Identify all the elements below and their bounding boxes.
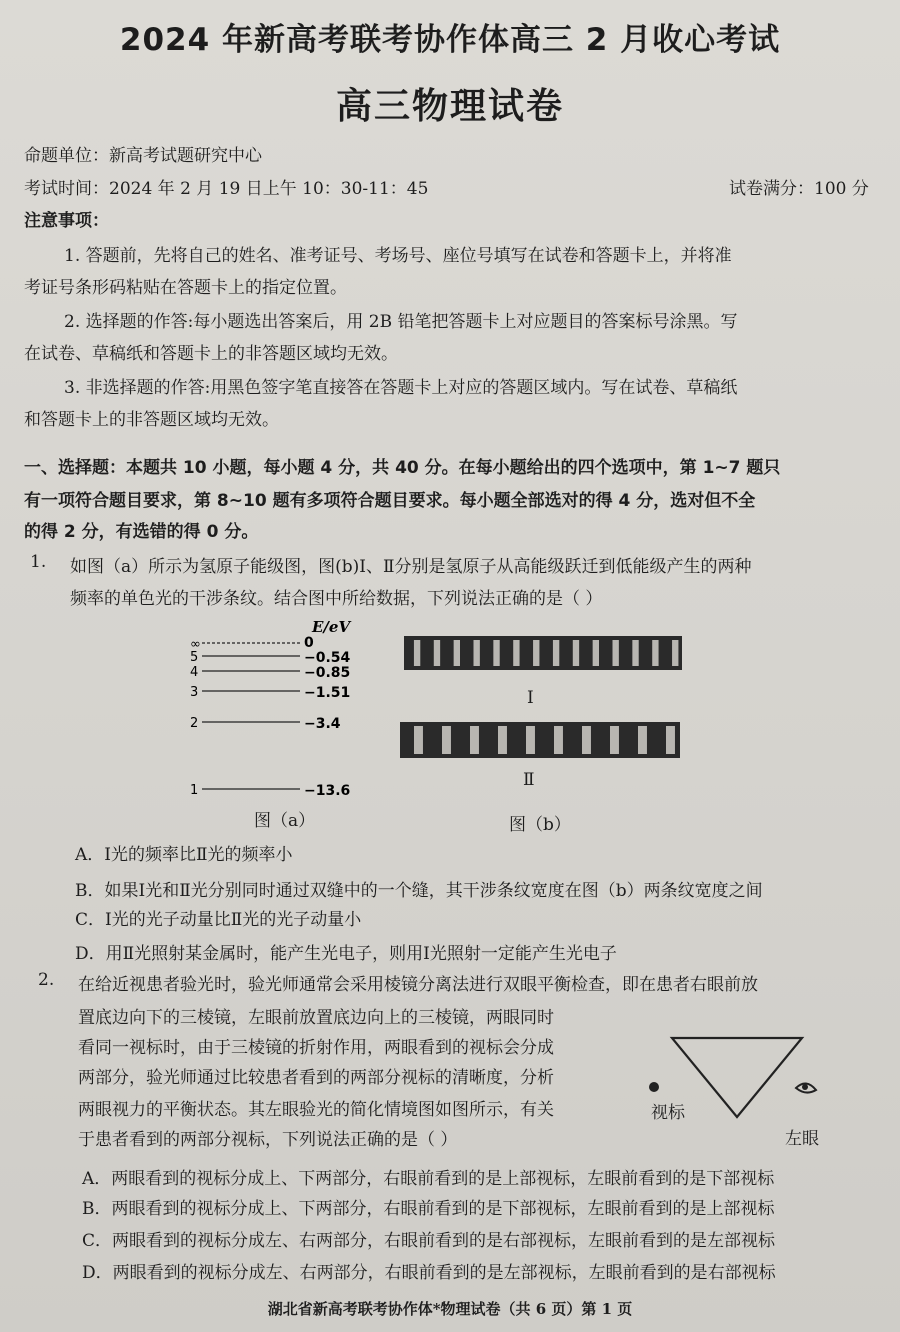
q2-stem-1: 在给近视患者验光时，验光师通常会采用棱镜分离法进行双眼平衡检查，即在患者右眼前放 (78, 975, 758, 995)
notice-3a: 3. 非选择题的作答:用黑色签字笔直接答在答题卡上对应的答题区域内。写在试卷、草稿纸 (64, 378, 738, 398)
fringe-1-bright-fringe (652, 640, 658, 666)
section-heading-line2: 有一项符合题目要求，第 8~10 题有多项符合题目要求。每小题全部选对的得 4 分，选对但不全 (24, 491, 756, 511)
q2-option-d: D．两眼看到的视标分成左、右两部分，右眼前看到的是左部视标，左眼前看到的是右部视标 (82, 1263, 776, 1283)
level-n-inf: ∞ (190, 637, 201, 652)
fringe-1-bright-fringe (493, 640, 499, 666)
fringe-2-bright-fringe (582, 726, 591, 754)
target-dot (649, 1082, 659, 1092)
fringe-1-background (404, 636, 682, 670)
fringe-1-bright-fringe (513, 640, 519, 666)
fringe-1-bright-fringe (474, 640, 480, 666)
fringe-1-bright-fringe (414, 640, 420, 666)
level-n-2: 2 (190, 716, 199, 731)
fringe-1-bright-fringe (632, 640, 638, 666)
notice-2b: 在试卷、草稿纸和答题卡上的非答题区域均无效。 (24, 344, 398, 364)
exam-title: 2024 年新高考联考协作体高三 2 月收心考试 (119, 22, 781, 58)
q2-number: 2. (38, 970, 55, 990)
level-e-5: −0.54 (304, 650, 351, 666)
fringe-2-bright-fringe (666, 726, 675, 754)
q1-option-b: B．如果Ⅰ光和Ⅱ光分别同时通过双缝中的一个缝，其干涉条纹宽度在图（b）两条纹宽度之间 (75, 881, 763, 901)
q1-option-a: A．Ⅰ光的频率比Ⅱ光的频率小 (75, 845, 293, 865)
section-heading-line1: 一、选择题：本题共 10 小题，每小题 4 分，共 40 分。在每小题给出的四个选项中，第 1~7 题只 (24, 458, 781, 478)
fig-a-caption: 图（a） (254, 811, 316, 831)
notice-heading: 注意事项： (24, 211, 109, 231)
level-e-inf: 0 (304, 635, 314, 651)
level-n-4: 4 (190, 665, 199, 680)
fringe-2-bright-fringe (610, 726, 619, 754)
level-n-3: 3 (190, 685, 199, 700)
q2-stem-2: 置底边向下的三棱镜，左眼前放置底边向上的三棱镜，两眼同时 (78, 1008, 554, 1028)
section-heading-line3: 的得 2 分，有选错的得 0 分。 (24, 522, 259, 542)
eye-icon (796, 1083, 816, 1092)
interference-fringes (400, 632, 690, 767)
q2-stem-6: 于患者看到的两部分视标，下列说法正确的是（ ） (78, 1130, 458, 1150)
level-n-5: 5 (190, 650, 199, 665)
level-e-3: −1.51 (304, 685, 351, 701)
prism-triangle (672, 1038, 802, 1117)
level-e-1: −13.6 (304, 783, 351, 799)
fringe-1-bright-fringe (593, 640, 599, 666)
notice-1b: 考证号条形码粘贴在答题卡上的指定位置。 (24, 278, 347, 298)
fringe-label-1: Ⅰ (527, 688, 534, 708)
fringe-1-bright-fringe (672, 640, 678, 666)
fringe-1-bright-fringe (533, 640, 539, 666)
fringe-2-bright-fringe (526, 726, 535, 754)
q1-stem-b: 频率的单色光的干涉条纹。结合图中所给数据，下列说法正确的是（ ） (70, 589, 603, 609)
fringe-2-bright-fringe (470, 726, 479, 754)
q1-number: 1. (30, 552, 47, 572)
q2-stem-4: 两部分，验光师通过比较患者看到的两部分视标的清晰度，分析 (78, 1068, 554, 1088)
notice-1a: 1. 答题前，先将自己的姓名、准考证号、考场号、座位号填写在试卷和答题卡上，并将准 (64, 246, 732, 266)
q2-stem-3: 看同一视标时，由于三棱镜的折射作用，两眼看到的视标会分成 (78, 1038, 554, 1058)
fringe-1-bright-fringe (613, 640, 619, 666)
exam-subject-title: 高三物理试卷 (335, 86, 564, 127)
eye-label: 左眼 (785, 1129, 819, 1149)
exam-time: 考试时间：2024 年 2 月 19 日上午 10：30-11：45 (24, 179, 429, 199)
q2-stem-5: 两眼视力的平衡状态。其左眼验光的简化情境图如图所示，有关 (78, 1100, 554, 1120)
fringe-2-bright-fringe (554, 726, 563, 754)
fig-b-caption: 图（b） (509, 815, 571, 835)
page-footer: 湖北省新高考联考协作体*物理试卷（共 6 页）第 1 页 (267, 1300, 633, 1318)
q1-stem-a: 如图（a）所示为氢原子能级图，图(b)Ⅰ、Ⅱ分别是氢原子从高能级跃迁到低能级产生的两种 (70, 557, 752, 577)
fringe-1-bright-fringe (434, 640, 440, 666)
level-e-4: −0.85 (304, 665, 351, 681)
energy-unit-label: E/eV (312, 618, 351, 636)
notice-2a: 2. 选择题的作答:每小题选出答案后，用 2B 铅笔把答题卡上对应题目的答案标号涂黑。写 (64, 312, 738, 332)
fringe-2-bright-fringe (638, 726, 647, 754)
fringe-1-bright-fringe (454, 640, 460, 666)
q2-option-c: C．两眼看到的视标分成左、右两部分，右眼前看到的是右部视标，左眼前看到的是左部视标 (82, 1231, 776, 1251)
fringe-pattern-1 (404, 636, 682, 670)
notice-3b: 和答题卡上的非答题区域均无效。 (24, 410, 279, 430)
q1-option-d: D．用Ⅱ光照射某金属时，能产生光电子，则用Ⅰ光照射一定能产生光电子 (75, 944, 617, 964)
exam-score: 试卷满分：100 分 (729, 179, 869, 199)
fringe-2-bright-fringe (442, 726, 451, 754)
fringe-2-bright-fringe (498, 726, 507, 754)
fringe-label-2: Ⅱ (523, 770, 535, 790)
level-n-1: 1 (190, 783, 199, 798)
fringe-2-bright-fringe (414, 726, 423, 754)
target-label: 视标 (651, 1103, 685, 1123)
q1-option-c: C．Ⅰ光的光子动量比Ⅱ光的光子动量小 (75, 910, 362, 930)
fringe-1-bright-fringe (573, 640, 579, 666)
q2-option-a: A．两眼看到的视标分成上、下两部分，右眼前看到的是上部视标，左眼前看到的是下部视标 (82, 1169, 775, 1189)
fringe-1-bright-fringe (553, 640, 559, 666)
fringe-pattern-2 (400, 722, 680, 758)
exam-unit: 命题单位：新高考试题研究中心 (24, 146, 262, 166)
level-e-2: −3.4 (304, 716, 341, 732)
q2-option-b: B．两眼看到的视标分成上、下两部分，右眼前看到的是下部视标，左眼前看到的是上部视标 (82, 1199, 775, 1219)
